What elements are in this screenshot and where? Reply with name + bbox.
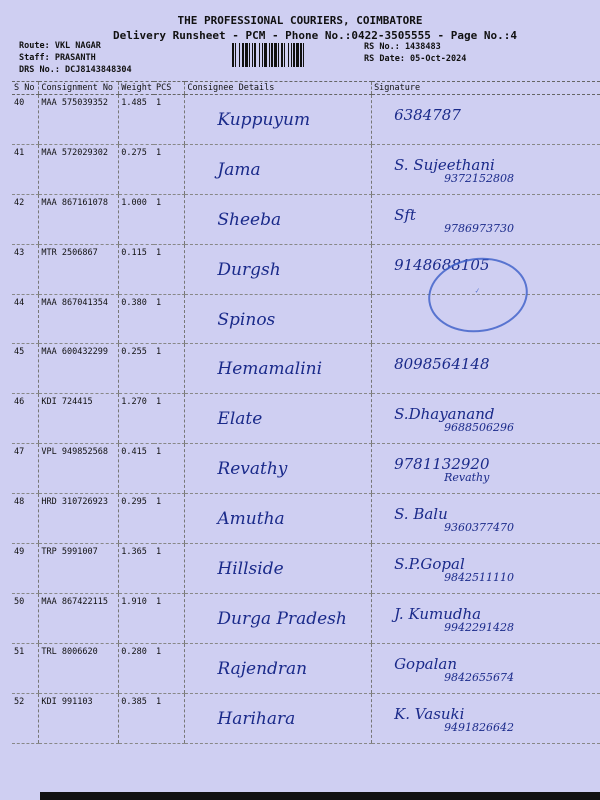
row-sno: 40 [12, 95, 39, 145]
consignee-handwriting: Jama [217, 159, 261, 180]
row-pcs: 1 [154, 344, 185, 394]
row-sno: 51 [12, 643, 39, 693]
row-consignment: KDI 724415 [39, 394, 119, 444]
signature-handwriting: Gopalan [394, 654, 458, 673]
signature-handwriting: Sft [394, 205, 416, 224]
consignee-handwriting: Hemamalini [217, 359, 323, 380]
row-weight: 0.415 [119, 444, 154, 494]
signature-handwriting: 9148688105 [394, 255, 490, 274]
row-signature [372, 444, 600, 494]
row-consignee [185, 194, 372, 244]
col-weight: Weight [119, 82, 154, 95]
row-consignee [185, 144, 372, 194]
staff-label: Staff: PRASANTH [19, 53, 96, 63]
col-pcs: PCS [154, 82, 185, 95]
signature-handwriting: S. Balu [394, 505, 448, 524]
delivery-table [12, 81, 600, 744]
table-row [12, 344, 600, 394]
row-pcs: 1 [154, 194, 185, 244]
row-sno: 47 [12, 444, 39, 494]
consignee-handwriting: Spinos [217, 309, 276, 330]
table-row [12, 444, 600, 494]
table-row [12, 394, 600, 444]
row-signature [372, 144, 600, 194]
row-weight: 1.910 [119, 593, 154, 643]
delivery-stamp: ✓ [423, 251, 532, 338]
row-consignment: MAA 600432299 [39, 344, 119, 394]
row-consignment: MAA 867161078 [39, 194, 119, 244]
page-title: THE PROFESSIONAL COURIERS, COIMBATORE [177, 14, 423, 27]
row-pcs: 1 [154, 144, 185, 194]
table-row [12, 194, 600, 244]
signature-phone: 9942291428 [444, 620, 515, 634]
row-consignee [185, 643, 372, 693]
signature-phone: 9360377470 [444, 521, 515, 535]
row-sno: 49 [12, 544, 39, 594]
row-weight: 1.000 [119, 194, 154, 244]
table-row [12, 693, 600, 743]
row-consignment: HRD 310726923 [39, 494, 119, 544]
row-consignee [185, 544, 372, 594]
row-pcs: 1 [154, 494, 185, 544]
row-pcs: 1 [154, 643, 185, 693]
table-row [12, 593, 600, 643]
col-consignment: Consignment No [39, 82, 119, 95]
row-consignment: KDI 991103 [39, 693, 119, 743]
signature-phone: 9491826642 [444, 720, 515, 734]
row-signature [372, 693, 600, 743]
row-weight: 0.380 [119, 294, 154, 344]
row-pcs: 1 [154, 693, 185, 743]
row-sno: 48 [12, 494, 39, 544]
rs-date: RS Date: 05-Oct-2024 [364, 54, 467, 64]
table-header-row [12, 82, 600, 95]
row-sno: 42 [12, 194, 39, 244]
drs-label: DRS No.: DCJ8143848304 [19, 65, 132, 75]
row-weight: 0.255 [119, 344, 154, 394]
row-pcs: 1 [154, 544, 185, 594]
consignee-handwriting: Durga Pradesh [217, 608, 347, 629]
row-consignment: TRL 8006620 [39, 643, 119, 693]
row-consignment: MTR 2506867 [39, 244, 119, 294]
consignee-handwriting: Durgsh [217, 259, 281, 280]
runsheet-subtitle: Delivery Runsheet - PCM - Phone No.:0422-3505555 - Page No.:4 [113, 29, 517, 42]
row-consignee [185, 444, 372, 494]
scan-edge [40, 792, 600, 800]
signature-phone: 9372152808 [444, 171, 515, 185]
signature-handwriting: 8098564148 [394, 355, 490, 374]
signature-phone: Revathy [444, 471, 490, 485]
row-signature [372, 643, 600, 693]
row-signature [372, 344, 600, 394]
row-signature [372, 394, 600, 444]
row-weight: 1.270 [119, 394, 154, 444]
row-sno: 44 [12, 294, 39, 344]
signature-handwriting: J. Kumudha [394, 604, 482, 623]
row-sno: 52 [12, 693, 39, 743]
table-row [12, 494, 600, 544]
row-consignment: MAA 867422115 [39, 593, 119, 643]
row-signature [372, 593, 600, 643]
signature-phone: 9688506296 [444, 421, 515, 435]
row-consignee [185, 344, 372, 394]
table-row [12, 144, 600, 194]
row-sno: 43 [12, 244, 39, 294]
consignee-handwriting: Revathy [217, 459, 288, 480]
consignee-handwriting: Amutha [217, 509, 285, 530]
col-consignee: Consignee Details [185, 82, 372, 95]
row-weight: 0.280 [119, 643, 154, 693]
signature-phone: 9842655674 [444, 670, 515, 684]
signature-handwriting: K. Vasuki [394, 704, 465, 723]
row-consignee [185, 244, 372, 294]
row-consignee [185, 394, 372, 444]
signature-handwriting: S.P.Gopal [394, 555, 465, 574]
row-consignee [185, 294, 372, 344]
table-row [12, 95, 600, 145]
row-consignment: MAA 575039352 [39, 95, 119, 145]
row-sno: 45 [12, 344, 39, 394]
row-pcs: 1 [154, 95, 185, 145]
consignee-handwriting: Elate [217, 409, 263, 430]
row-consignment: VPL 949852568 [39, 444, 119, 494]
table-row [12, 544, 600, 594]
signature-handwriting: 6384787 [394, 106, 461, 124]
row-weight: 0.275 [119, 144, 154, 194]
row-signature [372, 194, 600, 244]
barcode [232, 43, 356, 67]
row-weight: 0.115 [119, 244, 154, 294]
row-sno: 46 [12, 394, 39, 444]
row-pcs: 1 [154, 294, 185, 344]
rs-number: RS No.: 1438483 [364, 42, 441, 52]
route-label: Route: VKL NAGAR [19, 41, 101, 51]
row-consignee [185, 693, 372, 743]
signature-phone: 9842511110 [444, 571, 515, 585]
row-pcs: 1 [154, 593, 185, 643]
row-pcs: 1 [154, 244, 185, 294]
col-signature: Signature [372, 82, 600, 95]
consignee-handwriting: Kuppuyum [217, 110, 311, 130]
row-signature [372, 95, 600, 145]
row-pcs: 1 [154, 394, 185, 444]
consignee-handwriting: Rajendran [217, 658, 308, 679]
row-weight: 1.485 [119, 95, 154, 145]
row-sno: 41 [12, 144, 39, 194]
row-weight: 1.365 [119, 544, 154, 594]
signature-handwriting: S. Sujeethani [394, 155, 495, 174]
consignee-handwriting: Sheeba [217, 209, 282, 230]
row-weight: 0.385 [119, 693, 154, 743]
signature-handwriting: S.Dhayanand [394, 405, 495, 424]
signature-phone: 9786973730 [444, 221, 515, 235]
col-sno: S No [12, 82, 39, 95]
row-consignment: MAA 867041354 [39, 294, 119, 344]
row-consignment: MAA 572029302 [39, 144, 119, 194]
row-signature [372, 494, 600, 544]
row-consignment: TRP 5991007 [39, 544, 119, 594]
signature-handwriting: 9781132920 [394, 455, 490, 474]
consignee-handwriting: Harihara [217, 708, 296, 729]
row-signature [372, 544, 600, 594]
row-consignee [185, 593, 372, 643]
row-consignee [185, 494, 372, 544]
row-weight: 0.295 [119, 494, 154, 544]
table-row [12, 643, 600, 693]
barcode-bar [304, 43, 306, 67]
consignee-handwriting: Hillside [217, 559, 284, 580]
row-pcs: 1 [154, 444, 185, 494]
row-sno: 50 [12, 593, 39, 643]
row-consignee [185, 95, 372, 145]
